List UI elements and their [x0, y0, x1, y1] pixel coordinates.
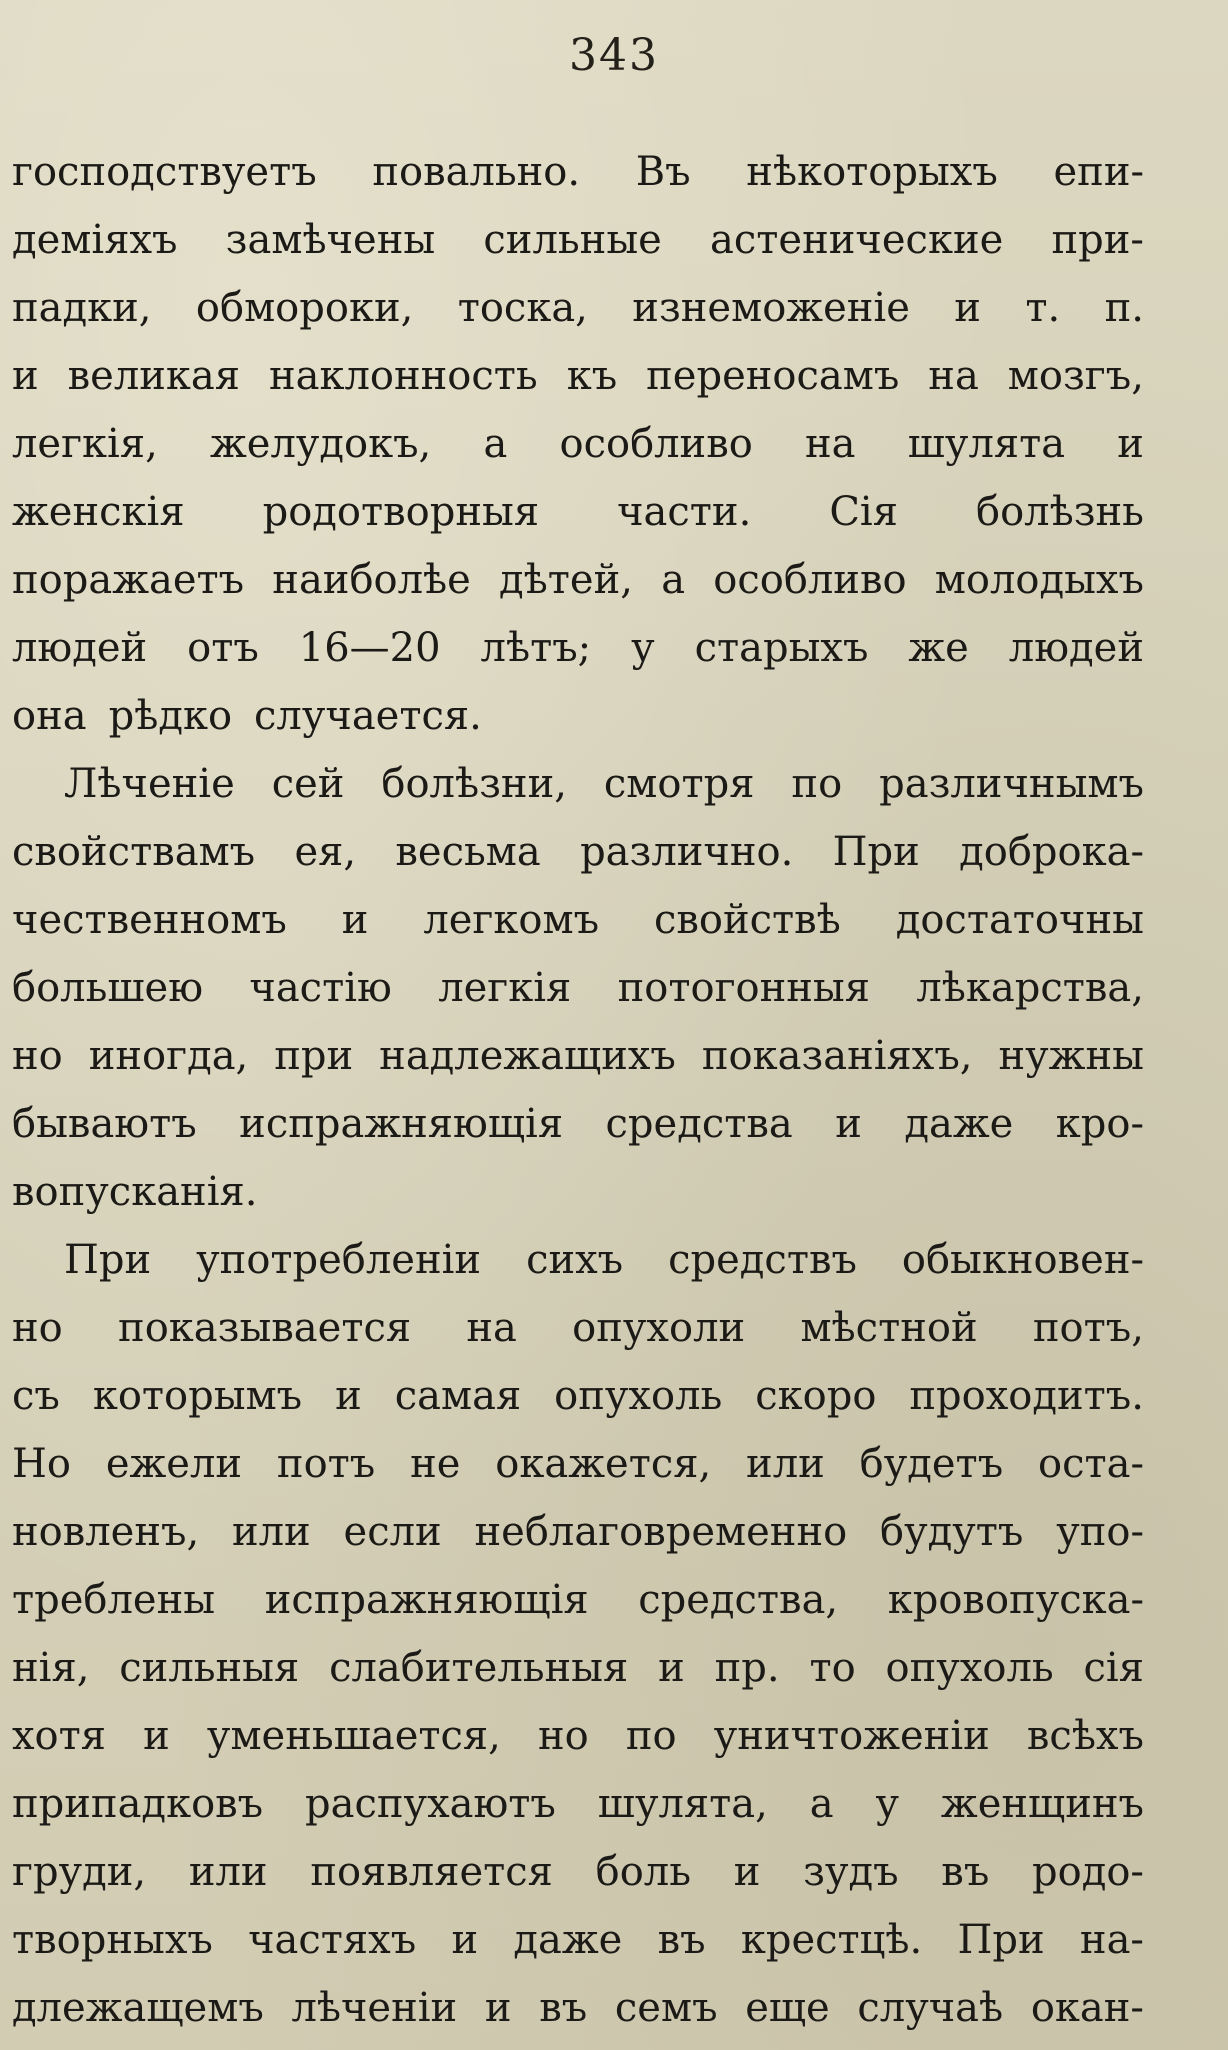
text-line: груди, или появляется боль и зудъ въ родо- [12, 1849, 1144, 1895]
body-text [12, 138, 1144, 2042]
text-line: бываютъ испражняющія средства и даже кро- [12, 1101, 1144, 1147]
text-line: большею частію легкія потогонныя лѣкарства, [12, 965, 1144, 1011]
text-line: свойствамъ ея, весьма различно. При доброка- [12, 829, 1144, 875]
text-line: легкія, желудокъ, а особливо на шулята и [12, 421, 1144, 467]
text-line: женскія родотворныя части. Сія болѣзнь [12, 489, 1144, 535]
paragraph [12, 138, 1144, 750]
text-line: людей отъ 16—20 лѣтъ; у старыхъ же людей [12, 625, 1144, 671]
text-line: При употребленіи сихъ средствъ обыкновен- [64, 1237, 1144, 1283]
text-line: припадковъ распухаютъ шулята, а у женщинъ [12, 1781, 1144, 1827]
text-line: Но ежели потъ не окажется, или будетъ оста- [12, 1441, 1144, 1487]
text-line: хотя и уменьшается, но по уничтоженіи всѣхъ [12, 1713, 1144, 1759]
text-line: новленъ, или если неблаговременно будутъ упо- [12, 1509, 1144, 1555]
text-line: треблены испражняющія средства, кровопуска- [12, 1577, 1144, 1623]
paragraph [12, 750, 1144, 1226]
text-line: съ которымъ и самая опухоль скоро проходитъ. [12, 1373, 1144, 1419]
text-line: деміяхъ замѣчены сильные астенические при- [12, 217, 1144, 263]
page-number: 343 [569, 30, 659, 81]
text-line: но показывается на опухоли мѣстной потъ, [12, 1305, 1144, 1351]
text-line: творныхъ частяхъ и даже въ крестцѣ. При на- [12, 1917, 1144, 1963]
text-line: господствуетъ повально. Въ нѣкоторыхъ епи- [12, 149, 1144, 195]
text-line: и великая наклонность къ переносамъ на мозгъ, [12, 353, 1144, 399]
text-line: она рѣдко случается. [12, 693, 482, 739]
text-line: нія, сильныя слабительныя и пр. то опухоль сія [12, 1645, 1144, 1691]
paragraph [12, 1226, 1144, 2042]
text-line: поражаетъ наиболѣе дѣтей, а особливо молодыхъ [12, 557, 1144, 603]
text-line: вопусканія. [12, 1169, 258, 1215]
text-line: чественномъ и легкомъ свойствѣ достаточны [12, 897, 1144, 943]
text-line: длежащемъ лѣченіи и въ семъ еще случаѣ окан- [12, 1985, 1144, 2031]
text-line: падки, обмороки, тоска, изнеможеніе и т. п. [12, 285, 1144, 331]
text-line: но иногда, при надлежащихъ показаніяхъ, нужны [12, 1033, 1144, 1079]
text-line: Лѣченіе сей болѣзни, смотря по различнымъ [64, 761, 1144, 807]
